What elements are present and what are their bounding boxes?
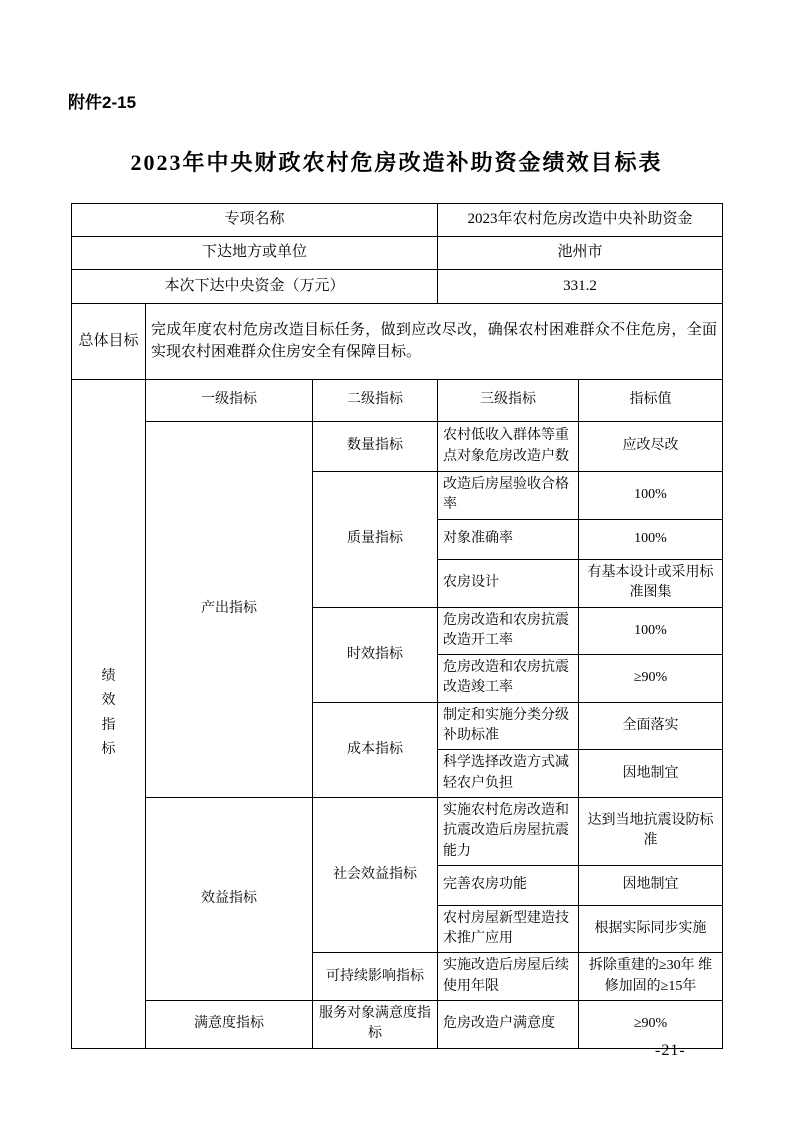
value-cell: 有基本设计或采用标准图集 [579,559,723,607]
header-level1: 一级指标 [146,380,313,422]
l2-sustain-cell: 可持续影响指标 [313,953,438,1001]
header-value: 指标值 [579,380,723,422]
l1-benefit-cell: 效益指标 [146,797,313,1000]
value-cell: ≥90% [579,1001,723,1049]
value-cell: ≥90% [579,655,723,703]
l3-cell: 危房改造户满意度 [438,1001,579,1049]
l2-cost-cell: 成本指标 [313,702,438,797]
value-cell: 拆除重建的≥30年 维修加固的≥15年 [579,953,723,1001]
l1-satisfaction-cell: 满意度指标 [146,1001,313,1049]
funds-value: 331.2 [438,270,723,304]
value-cell: 100% [579,607,723,655]
region-label: 下达地方或单位 [72,237,438,270]
value-cell: 全面落实 [579,702,723,750]
l3-cell: 科学选择改造方式减轻农户负担 [438,750,579,798]
value-cell: 100% [579,472,723,520]
value-cell: 应改尽改 [579,422,723,472]
l2-social-cell: 社会效益指标 [313,797,438,952]
l3-cell: 对象准确率 [438,519,579,559]
overall-goal-text: 完成年度农村危房改造目标任务，做到应改尽改，确保农村困难群众不住危房，全面实现农村困难群众住房安全有保障目标。 [146,304,723,380]
attachment-label: 附件2-15 [68,93,137,112]
l3-cell: 制定和实施分类分级补助标准 [438,702,579,750]
l2-quantity-cell: 数量指标 [313,422,438,472]
page-number: -21- [655,1042,686,1059]
value-cell: 根据实际同步实施 [579,905,723,953]
value-cell: 100% [579,519,723,559]
value-cell: 达到当地抗震设防标准 [579,797,723,865]
project-name-value: 2023年农村危房改造中央补助资金 [438,204,723,237]
l2-timeliness-cell: 时效指标 [313,607,438,702]
l3-cell: 完善农房功能 [438,865,579,905]
performance-target-table [71,203,723,1049]
l3-cell: 农村房屋新型建造技术推广应用 [438,905,579,953]
l2-service-cell: 服务对象满意度指标 [313,1001,438,1049]
region-value: 池州市 [438,237,723,270]
l3-cell: 实施农村危房改造和抗震改造后房屋抗震能力 [438,797,579,865]
l3-cell: 改造后房屋验收合格率 [438,472,579,520]
value-cell: 因地制宜 [579,865,723,905]
l2-quality-cell: 质量指标 [313,472,438,608]
project-name-label: 专项名称 [72,204,438,237]
performance-section-label: 绩效指标 [101,668,116,758]
value-cell: 因地制宜 [579,750,723,798]
header-level3: 三级指标 [438,380,579,422]
page-title: 2023年中央财政农村危房改造补助资金绩效目标表 [130,150,663,175]
l1-output-cell: 产出指标 [146,422,313,798]
l3-cell: 实施改造后房屋后续使用年限 [438,953,579,1001]
performance-section-cell [72,380,146,1049]
l3-cell: 农村低收入群体等重点对象危房改造户数 [438,422,579,472]
l3-cell: 农房设计 [438,559,579,607]
overall-goal-label: 总体目标 [72,304,146,380]
l3-cell: 危房改造和农房抗震改造竣工率 [438,655,579,703]
l3-cell: 危房改造和农房抗震改造开工率 [438,607,579,655]
funds-label: 本次下达中央资金（万元） [72,270,438,304]
header-level2: 二级指标 [313,380,438,422]
